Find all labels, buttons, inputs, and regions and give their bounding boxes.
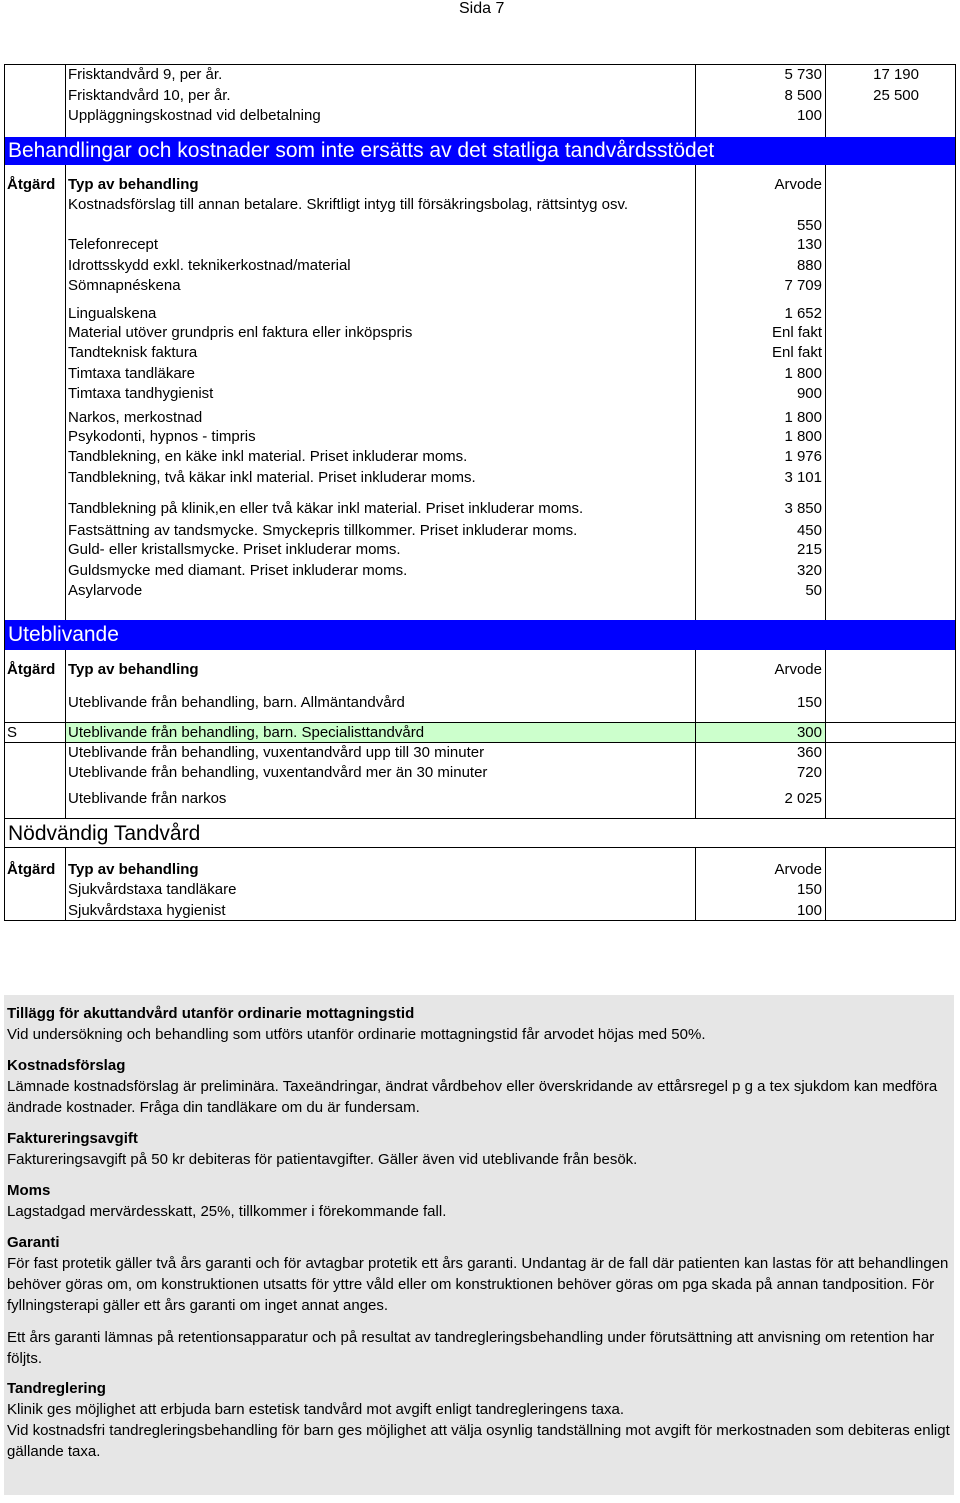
- section-title-nodvandig: Nödvändig Tandvård: [5, 818, 955, 848]
- row-text: Sömnapnéskena: [66, 276, 696, 297]
- table-row: [5, 784, 955, 808]
- table-row: [5, 901, 955, 922]
- table-row: [5, 581, 955, 602]
- col-atgard: Åtgärd: [5, 660, 66, 681]
- row-text: Narkos, merkostnad: [66, 405, 696, 427]
- row-text: Material utöver grundpris enl faktura eller inköpspris: [66, 323, 696, 344]
- note-text: Lagstadgad mervärdesskatt, 25%, tillkommer i förekommande fall.: [7, 1203, 447, 1220]
- row-text: Sjukvårdstaxa hygienist: [66, 901, 696, 921]
- row-text: Kostnadsförslag till annan betalare. Skriftligt intyg till försäkringsbolag, rättsintyg osv.: [66, 195, 696, 235]
- row-text: Lingualskena: [66, 297, 696, 323]
- table-row: [5, 297, 955, 323]
- note-text: Ett års garanti lämnas på retentionsapparatur och på resultat av tandregleringsbehandling under förutsättning att anvisning om retention har följts.: [7, 1329, 935, 1367]
- table-row: [5, 427, 955, 448]
- row-price: 3 101: [696, 468, 826, 489]
- row-text: Frisktandvård 10, per år.: [66, 86, 696, 107]
- col-arvode: Arvode: [696, 660, 826, 681]
- table-row: [5, 680, 955, 712]
- table-row: [5, 468, 955, 489]
- note-text: Faktureringsavgift på 50 kr debiteras för patientavgifter. Gäller även vid uteblivande från besök.: [7, 1151, 638, 1168]
- row-price: 1 976: [696, 447, 826, 468]
- section-title-uteblivande: Uteblivande: [5, 620, 955, 650]
- row-price: Enl fakt: [696, 343, 826, 364]
- row-price: 1 800: [696, 364, 826, 385]
- table-row: [5, 195, 955, 235]
- row-text: Tandblekning på klinik,en eller två käkar inkl material. Priset inkluderar moms.: [66, 488, 696, 516]
- note-title: Garanti: [7, 1234, 60, 1251]
- col-arvode: Arvode: [696, 175, 826, 196]
- table-row: [5, 763, 955, 784]
- note-title: Moms: [7, 1182, 51, 1199]
- row-text: Uteblivande från narkos: [66, 784, 696, 808]
- notes-panel: [4, 995, 954, 1495]
- column-header-row: [5, 660, 955, 681]
- row-price-alt: 17 190: [873, 66, 919, 83]
- col-atgard: Åtgärd: [5, 175, 66, 196]
- row-price: 300: [696, 723, 826, 742]
- row-price-alt: 25 500: [873, 86, 919, 104]
- table-row: [5, 561, 955, 582]
- section-title-behandlingar: Behandlingar och kostnader som inte ersätts av det statliga tandvårdsstödet: [5, 137, 955, 165]
- row-text: Uteblivande från behandling, vuxentandvård upp till 30 minuter: [66, 743, 696, 764]
- note-title: Tillägg för akuttandvård utanför ordinarie mottagningstid: [7, 1005, 415, 1022]
- table-row: [5, 235, 955, 256]
- row-text: Asylarvode: [66, 581, 696, 602]
- col-arvode: Arvode: [696, 860, 826, 881]
- col-atgard: Åtgärd: [5, 860, 66, 881]
- row-text: Uteblivande från behandling, barn. Allmäntandvård: [66, 680, 696, 712]
- note-title: Kostnadsförslag: [7, 1057, 126, 1074]
- row-price-alt: [826, 106, 955, 127]
- row-price: 5 730: [696, 65, 826, 86]
- row-price: 215: [696, 540, 826, 561]
- row-text: Sjukvårdstaxa tandläkare: [66, 880, 696, 901]
- column-header-row: [5, 175, 955, 196]
- row-price: Enl fakt: [696, 323, 826, 344]
- row-price: 3 850: [696, 488, 826, 516]
- table-row-highlighted: [5, 722, 955, 743]
- row-price: 360: [696, 743, 826, 764]
- row-text: Psykodonti, hypnos - timpris: [66, 427, 696, 448]
- row-price: 1 800: [696, 427, 826, 448]
- row-price: 130: [696, 235, 826, 256]
- table-row: [5, 447, 955, 468]
- row-price: 100: [696, 106, 826, 127]
- row-price: 2 025: [696, 784, 826, 808]
- row-price: 50: [696, 581, 826, 602]
- row-text: Tandblekning, en käke inkl material. Priset inkluderar moms.: [66, 447, 696, 468]
- row-text: Uteblivande från behandling, barn. Specialisttandvård: [66, 723, 696, 742]
- row-price: 880: [696, 256, 826, 277]
- note-text: Vid kostnadsfri tandregleringsbehandling för barn ges möjlighet att välja osynlig tandställning mot avgift för merkostnaden som debiteras enligt gällande taxa.: [7, 1422, 950, 1460]
- col-typ: Typ av behandling: [66, 175, 696, 196]
- note-text: Klinik ges möjlighet att erbjuda barn estetisk tandvård mot avgift enligt tandregleringens taxa.: [7, 1401, 625, 1418]
- row-price: 1 652: [696, 297, 826, 323]
- row-text: Idrottsskydd exkl. teknikerkostnad/material: [66, 256, 696, 277]
- note-title: Tandreglering: [7, 1380, 106, 1397]
- row-price: 900: [696, 384, 826, 405]
- row-price: 150: [696, 880, 826, 901]
- table-row: [5, 743, 955, 764]
- row-price: 7 709: [696, 276, 826, 297]
- row-text: Guldsmycke med diamant. Priset inkluderar moms.: [66, 561, 696, 582]
- row-text: Fastsättning av tandsmycke. Smyckepris tillkommer. Priset inkluderar moms.: [66, 516, 696, 540]
- table-row: [5, 540, 955, 561]
- row-text: Uppläggningskostnad vid delbetalning: [66, 106, 696, 127]
- table-row: [5, 488, 955, 516]
- table-row: [5, 86, 955, 107]
- table-row: [5, 65, 955, 86]
- row-code: S: [5, 723, 66, 742]
- table-row: [5, 343, 955, 364]
- row-price: 100: [696, 901, 826, 921]
- table-row: [5, 323, 955, 344]
- row-text: Frisktandvård 9, per år.: [66, 65, 696, 86]
- row-price: 1 800: [696, 405, 826, 427]
- row-price: 8 500: [696, 86, 826, 107]
- row-text: Uteblivande från behandling, vuxentandvård mer än 30 minuter: [66, 763, 696, 784]
- col-typ: Typ av behandling: [66, 660, 696, 681]
- table-row: [5, 880, 955, 901]
- table-row: [5, 106, 955, 127]
- row-price: 450: [696, 516, 826, 540]
- row-text: Tandblekning, två käkar inkl material. Priset inkluderar moms.: [66, 468, 696, 489]
- row-price: 720: [696, 763, 826, 784]
- table-row: [5, 384, 955, 405]
- row-text: Telefonrecept: [66, 235, 696, 256]
- note-title: Faktureringsavgift: [7, 1130, 138, 1147]
- table-row: [5, 364, 955, 385]
- table-row: [5, 516, 955, 540]
- row-text: Timtaxa tandhygienist: [66, 384, 696, 405]
- row-text: Timtaxa tandläkare: [66, 364, 696, 385]
- row-text: Guld- eller kristallsmycke. Priset inkluderar moms.: [66, 540, 696, 561]
- table-row: [5, 405, 955, 427]
- row-price: 320: [696, 561, 826, 582]
- row-price: 550: [696, 195, 826, 235]
- note-text: För fast protetik gäller två års garanti och för avtagbar protetik ett års garanti. Undantag är de fall där patienten kan lastas för att behandlingen behöver göras om, om konstruktionen utsatts för yttre våld eller om konstruktionen behöver göras om pga skada på annan tandposition. För fyllningsterapi gäller ett års garanti om inget annat anges.: [7, 1255, 949, 1314]
- price-sheet: [4, 64, 956, 921]
- col-typ: Typ av behandling: [66, 860, 696, 881]
- row-price: 150: [696, 680, 826, 712]
- table-row: [5, 256, 955, 277]
- row-text: Tandteknisk faktura: [66, 343, 696, 364]
- column-header-row: [5, 860, 955, 881]
- table-row: [5, 276, 955, 297]
- note-text: Lämnade kostnadsförslag är preliminära. Taxeändringar, ändrat vårdbehov eller överskridande av ettårsregel p g a tex sjukdom kan medföra ändrade kostnader. Fråga din tandläkare om du är fundersam.: [7, 1078, 938, 1116]
- note-text: Vid undersökning och behandling som utförs utanför ordinarie mottagningstid får arvodet höjas med 50%.: [7, 1026, 706, 1043]
- page-number: Sida 7: [459, 0, 505, 17]
